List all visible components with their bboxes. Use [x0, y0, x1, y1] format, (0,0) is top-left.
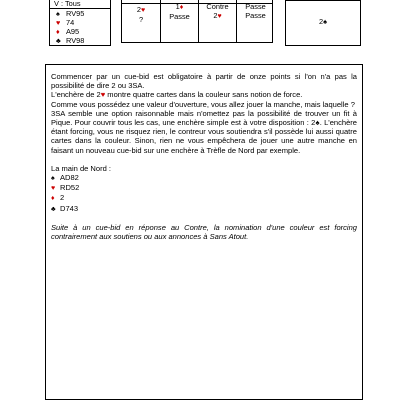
north-hand-title: La main de Nord :	[51, 163, 111, 173]
explanation-paragraph: L'enchère de 2♥ montre quatre cartes dans la couleur sans notion de force.	[51, 90, 303, 100]
north-hand-row: ♣ D743	[51, 203, 79, 213]
answer-box-divider	[286, 0, 360, 1]
player-hand	[49, 0, 111, 46]
bid-cell: Passe	[245, 2, 266, 11]
hand-cards-diamonds: A95	[66, 27, 80, 36]
spade-icon: ♠	[51, 175, 55, 183]
bid-cell: 2♥	[136, 5, 146, 14]
bid-cell: 2♥	[213, 11, 222, 20]
explanation-paragraph: Comme vous possédez une valeur d'ouverture, vous allez jouer la manche, mais laquelle ?	[51, 99, 355, 109]
spade-icon: ♠	[56, 9, 60, 18]
spade-icon: ♠	[315, 118, 320, 128]
heart-icon: ♥	[217, 13, 222, 20]
answer-bid: 2♠	[318, 17, 328, 26]
heart-icon: ♥	[51, 185, 56, 193]
bidding-table	[121, 0, 273, 43]
heart-icon: ♥	[140, 7, 146, 14]
vulnerability-label: V : Tous	[54, 0, 81, 8]
answer-box	[285, 0, 361, 46]
bid-cell: Contre	[206, 2, 229, 11]
club-icon: ♣	[51, 205, 56, 213]
bid-cell: ?	[138, 15, 144, 24]
bid-cell: 1♦	[175, 2, 184, 11]
north-hand-row: ♠ AD82	[51, 173, 79, 183]
hand-row-clubs	[56, 37, 84, 46]
explanation-box	[45, 64, 363, 400]
bid-cell: Passe	[245, 11, 266, 20]
explanation-paragraph: Commencer par un cue-bid est obligatoire à partir de onze points si l'on n'a pas la possibilité de dire 2 ou 3SA.	[51, 72, 357, 91]
bid-cell: Passe	[169, 12, 190, 21]
diamond-icon: ♦	[179, 4, 184, 11]
hand-cards-hearts: 74	[66, 18, 75, 27]
north-hand-row: ♥ RD52	[51, 183, 80, 193]
hand-cards-spades: RV95	[66, 9, 85, 18]
bidding-column-nord	[198, 0, 236, 42]
diamond-icon: ♦	[51, 195, 55, 203]
bidding-column-ouest	[160, 0, 198, 42]
hand-cards-clubs: RV98	[66, 36, 85, 45]
bidding-column-est	[236, 0, 274, 42]
conclusion-note: Suite à un cue-bid en réponse au Contre, la nomination d'une couleur est forcing contrairement aux soutiens ou aux annonces à Sans Atout.	[51, 222, 357, 242]
explanation-paragraph: 3SA semble une option raisonnable mais n'omettez pas la possibilité de trouver un fit à Pique. Pour couvrir tous les cas, une enchère simple est à votre disposition : 2♠. L'enchère étant forcing, vous ne risquez rien, le contreur vous soutiendra s'il possède lui aussi quatre cartes dans la couleur. Sinon, rien ne vous empêchera de jouer une autre manche en faisant un nouveau cue-bid sur une enchère à Trèfle de Nord par exemple.	[51, 108, 358, 155]
heart-icon: ♥	[56, 18, 61, 27]
diamond-icon: ♦	[56, 27, 60, 36]
north-hand-row: ♦ 2	[51, 193, 65, 203]
bidding-column-sud	[122, 0, 160, 42]
spade-icon: ♠	[323, 17, 328, 26]
heart-icon: ♥	[100, 90, 106, 100]
club-icon: ♣	[56, 36, 61, 45]
